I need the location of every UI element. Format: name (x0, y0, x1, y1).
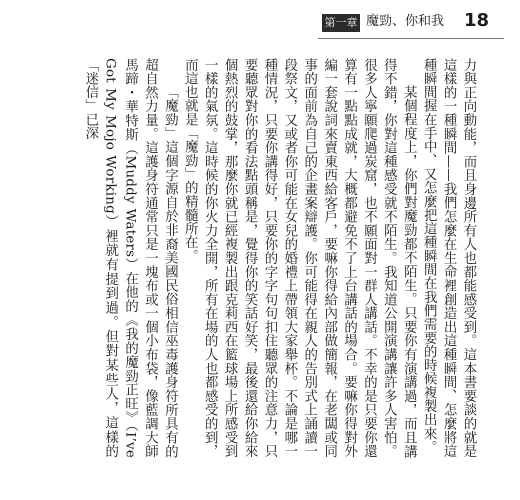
body-text (58, 58, 478, 458)
paragraph: 「魔勁」這個字源自於非裔美國民俗相信巫毒護身符所具有的超自然力量。這護身符通常只是一塊布或一個小布袋，像藍調大師馬蹄・華特斯（Muddy Waters）在他的《我的魔勁正旺》（I’ve Got My Mojo Working）裡就有提到過。但對某些人，這樣的「迷信」已深 (82, 58, 178, 458)
paragraph-continued: 力與正向動能，而且身邊所有人也都能感受到。這本書要談的就是這樣的一種瞬間——我們怎麼在生命裡創造出這種瞬間、怎麼將這種瞬間握在手中、又怎麼把這種瞬間在我們需要的時候複製出來。 (421, 58, 476, 458)
chapter-badge: 第一章 (322, 14, 360, 32)
page-number: 18 (464, 10, 490, 31)
paragraph: 某個程度上，你們對魔勁都不陌生。只要你有演講過，而且講得不錯，你對這種感受就不陌生。我知道公開演講讓許多人害怕。很多人寧願爬過炭窟，也不願面對一群人講話。不幸的是只要你還算有一點點成就，大概都避免不了上台講話的場合。要嘛你得對外編一套說詞來賣東西給客戶，要嘛你得給內部做簡報，在老闆或同事的面前為自己的企畫案辯護。你可能得在親人的告別式上誦讀一段祭文，又或者你可能在女兒的婚禮上帶領大家舉杯。不論是哪一種情況，只要你講得好，只要你的字字句句扣住聽眾的注意力，只要聽眾對你的看法點頭稱是，覺得你的笑話好笑，最後還給你給來個熱烈的鼓掌，那麼你就已經複製出跟克莉西在籃球場上所感受到一樣的氣氛。這時候的你火力全開，所有在場的人也都感受的到，而這也就是「魔勁」的精髓所在。 (182, 58, 417, 458)
running-title: 魔勁、你和我 (366, 14, 445, 29)
page-header (0, 8, 520, 34)
header-rule (318, 38, 504, 39)
